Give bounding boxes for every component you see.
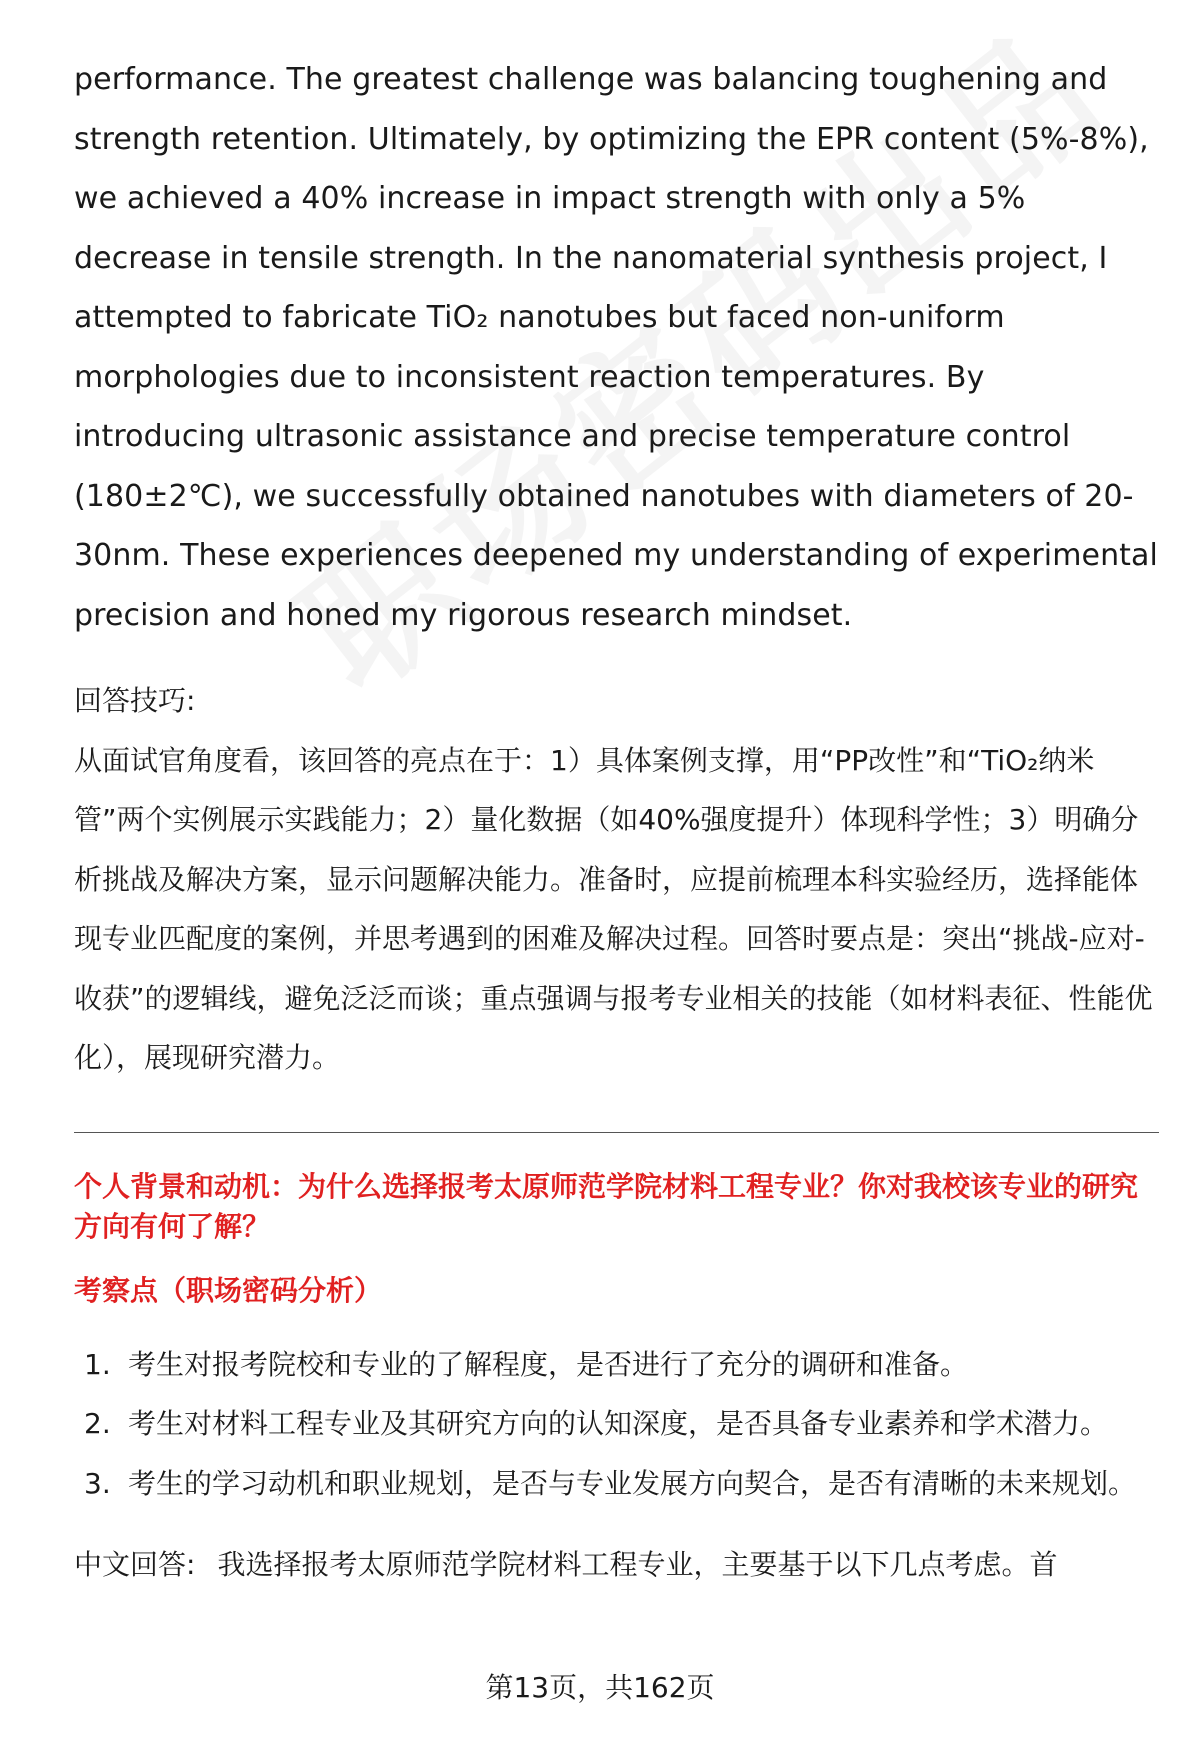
document-page [74,50,1159,1595]
chinese-answer-text: 我选择报考太原师范学院材料工程专业，主要基于以下几点考虑。首 [217,1548,1058,1581]
page-number-footer: 第13页，共162页 [485,1671,715,1704]
list-item-text: 考生对材料工程专业及其研究方向的认知深度，是否具备专业素养和学术潜力。 [128,1407,1109,1440]
list-item-text: 考生的学习动机和职业规划，是否与专业发展方向契合，是否有清晰的未来规划。 [128,1466,1137,1500]
section-divider [74,1132,1159,1133]
question-title: 个人背景和动机：为什么选择报考太原师范学院材料工程专业？你对我校该专业的研究方向有何了解？ [74,1169,1139,1243]
tips-body: 从面试官角度看，该回答的亮点在于：1）具体案例支撑，用“PP改性”和“TiO₂纳米管”两个实例展示实践能力；2）量化数据（如40%强度提升）体现科学性；3）明确分析挑战及解决方案，显示问题解决能力。准备时，应提前梳理本科实验经历，选择能体现专业匹配度的案例，并思考遇到的困难及解决过程。回答时要点是：突出“挑战-应对-收获”的逻辑线，避免泛泛而谈；重点强调与报考专业相关的技能（如材料表征、性能优化），展现研究潜力。 [74,743,1153,1074]
assessment-points-list [74,1335,1159,1514]
chinese-answer [74,1535,1159,1595]
english-answer-paragraph: performance. The greatest challenge was balancing toughening and strength retention. Ultimately, by optimizing the EPR content (5%-8%), we achieved a 40% increase in impact strength with only a 5% decrease in tensile strength. In the nanomaterial synthesis project, I attempted to fabricate TiO₂ nanotubes but faced non-uniform morphologies due to inconsistent reaction temperatures. By introducing ultrasonic assistance and precise temperature control (180±2℃), we successfully obtained nanotubes with diameters of 20-30nm. These experiences deepened my understanding of experimental precision and honed my rigorous research mindset. [74,62,1158,633]
list-item [74,1335,1159,1395]
chinese-answer-label: 中文回答: [74,1548,196,1581]
list-item-number: 2. [84,1407,111,1440]
assessment-points-title: 考察点（职场密码分析） [74,1273,383,1307]
list-item-text: 考生对报考院校和专业的了解程度，是否进行了充分的调研和准备。 [128,1347,969,1381]
tips-label: 回答技巧: [74,684,196,717]
list-item [74,1394,1159,1454]
list-item-number: 3. [84,1466,111,1500]
list-item [74,1454,1159,1514]
list-item-number: 1. [84,1347,111,1381]
